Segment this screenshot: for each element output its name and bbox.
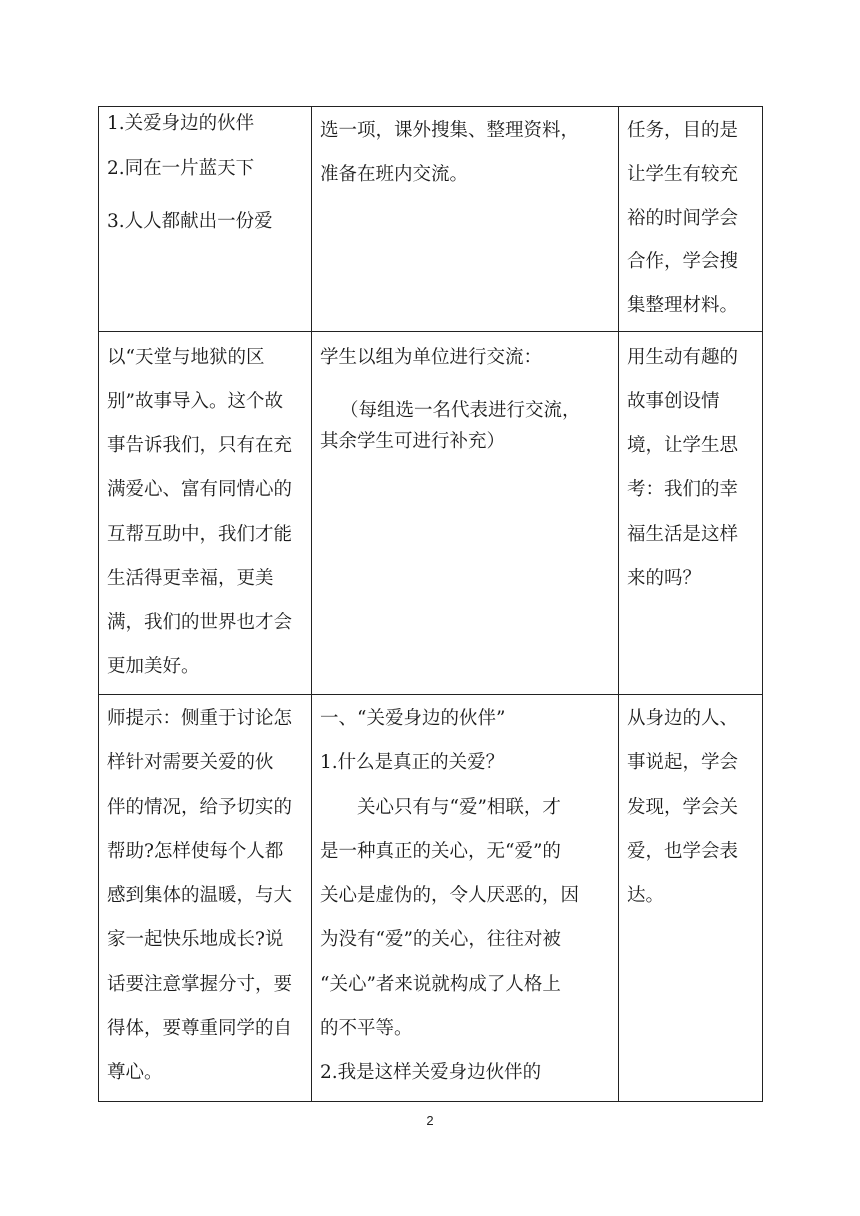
text-line: 生活得更幸福，更美 (107, 568, 274, 589)
text-line: 1.关爱身边的伙伴 (107, 113, 255, 134)
text-line: 关心只有与“爱”相联，才 (357, 797, 561, 818)
text-line: 3.人人都献出一份爱 (107, 211, 273, 232)
text-line: 选一项，课外搜集、整理资料， (320, 120, 580, 141)
text-line: 关心是虚伪的，令人厌恶的，因 (320, 885, 580, 906)
text-line: 以“天堂与地狱的区 (107, 347, 265, 368)
text-line: 为没有“爱”的关心，往往对被 (320, 929, 561, 950)
text-line: 师提示：侧重于讨论怎 (107, 708, 293, 729)
lesson-plan-table (98, 106, 763, 1102)
text-line: 裕的时间学会 (627, 208, 739, 229)
text-line: 的不平等。 (320, 1018, 413, 1039)
text-line: “关心”者来说就构成了人格上 (320, 974, 561, 995)
text-line: 事告诉我们，只有在充 (107, 435, 293, 456)
table-cell (312, 695, 619, 1102)
page-number: 2 (426, 1113, 434, 1128)
text-line: 样针对需要关爱的伙 (107, 752, 274, 773)
text-line: （每组选一名代表进行交流， (340, 400, 581, 421)
text-line: 境，让学生思 (627, 435, 739, 456)
text-line: 尊心。 (107, 1062, 163, 1083)
table-cell (99, 332, 312, 695)
text-line: 来的吗？ (627, 568, 702, 589)
table-cell (619, 695, 763, 1102)
text-line: 满，我们的世界也才会 (107, 612, 293, 633)
text-line: 2.我是这样关爱身边伙伴的 (320, 1062, 542, 1083)
text-line: 让学生有较充 (627, 164, 739, 185)
text-line: 得体，要尊重同学的自 (107, 1018, 293, 1039)
text-line: 2.同在一片蓝天下 (107, 158, 255, 179)
table-row (99, 107, 763, 332)
text-line: 其余学生可进行补充） (320, 431, 506, 452)
text-line: 福生活是这样 (627, 524, 739, 545)
text-line: 故事创设情 (627, 391, 720, 412)
table-cell (99, 107, 312, 332)
text-line: 考：我们的幸 (627, 479, 739, 500)
table-row (99, 695, 763, 1102)
text-line: 发现，学会关 (627, 797, 739, 818)
table-row (99, 332, 763, 695)
text-line: 伴的情况，给予切实的 (107, 797, 293, 818)
text-line: 1.什么是真正的关爱？ (320, 752, 505, 773)
text-line: 是一种真正的关心，无“爱”的 (320, 841, 561, 862)
text-line: 集整理材料。 (627, 295, 739, 316)
table-cell (312, 332, 619, 695)
text-line: 准备在班内交流。 (320, 164, 469, 185)
text-line: 话要注意掌握分寸，要 (107, 974, 293, 995)
text-line: 帮助?怎样使每个人都 (107, 841, 284, 862)
table-cell (619, 107, 763, 332)
text-line: 事说起，学会 (627, 752, 739, 773)
text-line: 达。 (627, 885, 665, 906)
text-line: 从身边的人、 (627, 708, 739, 729)
text-line: 感到集体的温暖，与大 (107, 885, 293, 906)
text-line: 更加美好。 (107, 656, 200, 677)
text-line: 一、“关爱身边的伙伴” (320, 708, 506, 729)
text-line: 合作，学会搜 (627, 251, 739, 272)
text-line: 任务，目的是 (627, 120, 739, 141)
text-line: 满爱心、富有同情心的 (107, 479, 293, 500)
text-line: 家一起快乐地成长?说 (107, 929, 284, 950)
text-line: 别”故事导入。这个故 (107, 391, 283, 412)
text-line: 用生动有趣的 (627, 347, 739, 368)
text-line: 学生以组为单位进行交流： (320, 347, 543, 368)
table-cell (619, 332, 763, 695)
text-line: 爱，也学会表 (627, 841, 739, 862)
text-line: 互帮互助中，我们才能 (107, 524, 293, 545)
table-cell (312, 107, 619, 332)
table-cell (99, 695, 312, 1102)
